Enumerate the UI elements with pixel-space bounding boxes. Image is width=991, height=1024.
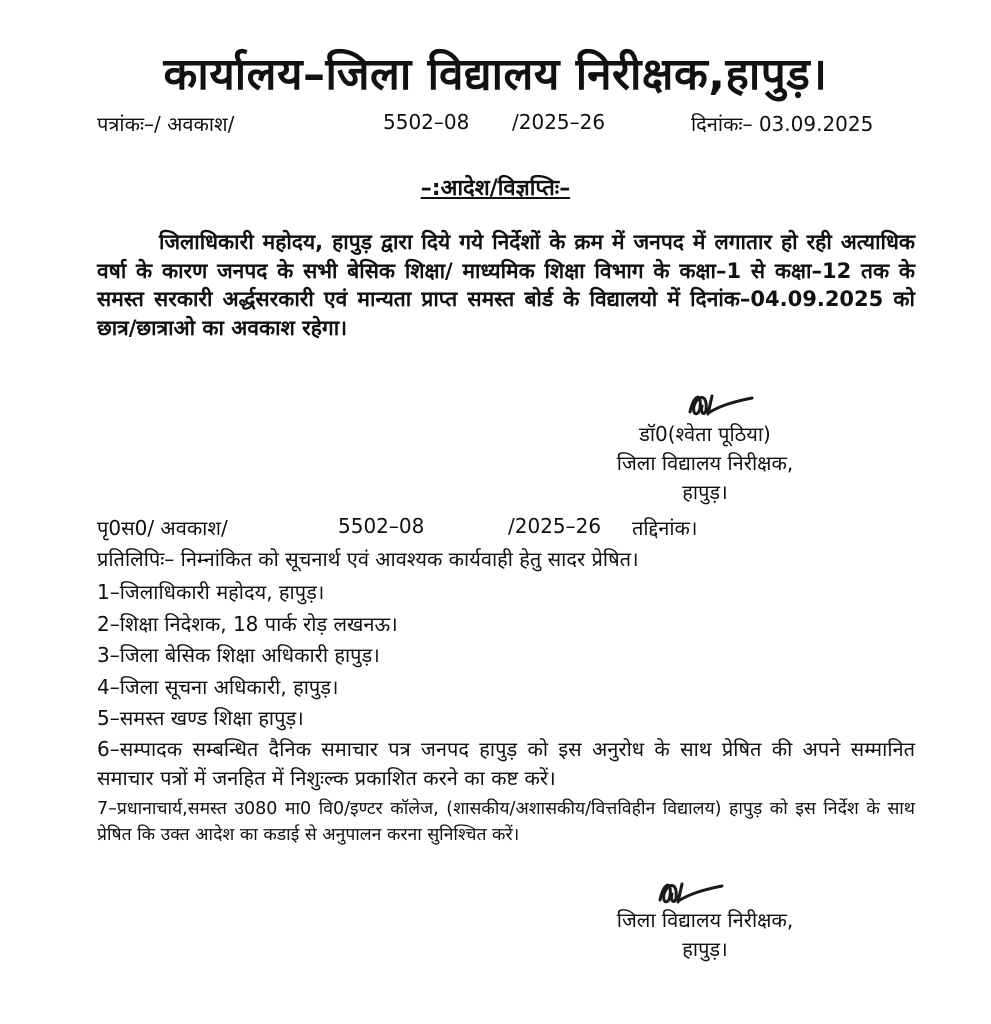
signatory-2-block <box>575 906 835 964</box>
copy-item: 6–सम्पादक सम्बन्धित दैनिक समाचार पत्र जनपद हापुड़ को इस अनुरोध के साथ प्रेषित की अपने सम्मानित समाचार पत्रों में जनहित में निशुःल्क प्रकाशित करने का कष्ट करें। <box>97 737 915 790</box>
copy-item: 1–जिलाधिकारी महोदय, हापुड़। <box>97 580 325 604</box>
order-title <box>0 172 991 202</box>
copy-item: 2–शिक्षा निदेशक, 18 पार्क रोड़ लखनऊ। <box>97 612 398 636</box>
signatory-1-block <box>575 420 835 507</box>
copy-item: 7–प्रधानाचार्य,समस्त उ080 मा0 वि0/इण्टर कॉलेज, (शासकीय/अशासकीय/वित्तविहीन विद्यालय) हापुड़ को इस निर्देश के साथ प्रेषित कि उक्त आदेश का कडाई से अनुपालन करना सुनिश्चित करें। <box>97 799 915 845</box>
endorsement-ref-label: पृ0स0/ अवकाश/ <box>97 516 228 540</box>
signature-mark <box>656 876 726 910</box>
endorsement-ref-number: 5502–08 <box>338 514 425 538</box>
copy-item: 5–समस्त खण्ड शिक्षा हापुड़। <box>97 706 304 730</box>
signatory-2-designation: जिला विद्यालय निरीक्षक, <box>616 908 794 932</box>
order-body: जिलाधिकारी महोदय, हापुड़ द्वारा दिये गये निर्देशों के क्रम में जनपद में लगातार हो रही अत्याधिक वर्षा के कारण जनपद के सभी बेसिक शिक्षा/ माध्यमिक शिक्षा विभाग के कक्षा–1 से कक्षा–12 तक के समस्त सरकारी अर्द्धसरकारी एवं मान्यता प्राप्त समस्त बोर्ड के विद्यालयो में दिनांक–04.09.2025 को छात्र/छात्राओ का अवकाश रहेगा। <box>97 230 915 340</box>
order-title-text: –:आदेश/विज्ञप्तिः– <box>420 176 571 201</box>
signatory-2-place: हापुड़। <box>682 937 728 961</box>
signatory-1-designation: जिला विद्यालय निरीक्षक, <box>616 451 794 475</box>
endorsement-ref-year: /2025–26 <box>508 514 602 538</box>
letter-year: /2025–26 <box>512 110 606 134</box>
signature-mark <box>686 388 756 422</box>
letter-date: दिनांकः– 03.09.2025 <box>691 112 874 136</box>
copy-item: 4–जिला सूचना अधिकारी, हापुड़। <box>97 675 339 699</box>
office-title: कार्यालय–जिला विद्यालय निरीक्षक,हापुड़। <box>163 49 828 100</box>
letter-number: 5502–08 <box>383 110 470 134</box>
copy-intro: प्रतिलिपिः– निम्नांकित को सूचनार्थ एवं आवश्यक कार्यवाही हेतु सादर प्रेषित। <box>97 547 639 571</box>
letter-number-label: पत्रांकः–/ अवकाश/ <box>97 112 235 136</box>
signatory-1-place: हापुड़। <box>682 480 728 504</box>
signatory-1-name: डॉ0(श्वेता पूठिया) <box>639 422 771 446</box>
endorsement-ref-date: तद्दिनांक। <box>632 516 698 540</box>
copy-item: 3–जिला बेसिक शिक्षा अधिकारी हापुड़। <box>97 643 380 667</box>
